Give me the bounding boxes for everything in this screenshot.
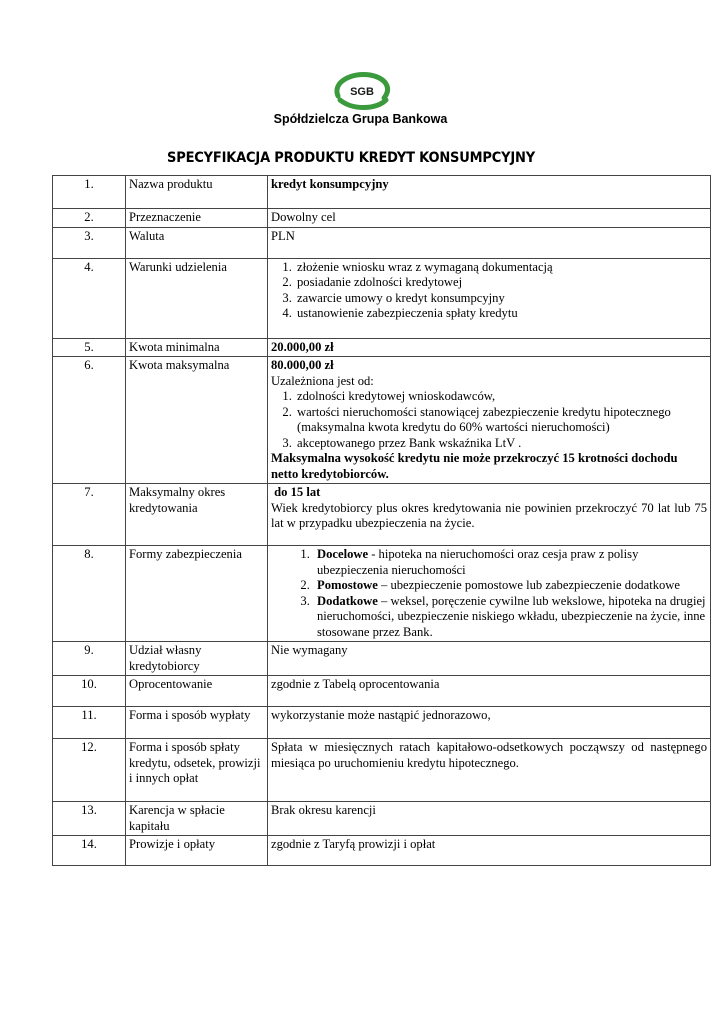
row-label: Nazwa produktu bbox=[126, 176, 268, 209]
table-row bbox=[53, 227, 711, 258]
row-value: zgodnie z Taryfą prowizji i opłat bbox=[268, 836, 711, 866]
table-row bbox=[53, 258, 711, 338]
row-label: Oprocentowanie bbox=[126, 676, 268, 707]
row-label: Forma i sposób wypłaty bbox=[126, 707, 268, 739]
row-number: 10. bbox=[53, 676, 126, 707]
row-number: 13. bbox=[53, 802, 126, 836]
row-label: Kwota maksymalna bbox=[126, 357, 268, 484]
table-row bbox=[53, 676, 711, 707]
row-label: Kwota minimalna bbox=[126, 338, 268, 357]
row-value bbox=[268, 357, 711, 484]
row-value bbox=[268, 258, 711, 338]
row-label: Forma i sposób spłaty kredytu, odsetek, prowizji i innych opłat bbox=[126, 739, 268, 802]
list-item: 1. Docelowe - hipoteka na nieruchomości oraz cesja praw z polisy ubezpieczenia nieruchomości bbox=[313, 547, 707, 578]
row-number: 3. bbox=[53, 227, 126, 258]
table-row bbox=[53, 642, 711, 676]
dependency-intro: Uzależniona jest od: bbox=[271, 373, 374, 388]
table-row bbox=[53, 546, 711, 642]
row-number: 6. bbox=[53, 357, 126, 484]
row-value: wykorzystanie może nastąpić jednorazowo, bbox=[268, 707, 711, 739]
list-item: 2. wartości nieruchomości stanowiącej zabezpieczenie kredytu hipotecznego (maksymalna kwota kredytu do 60% wartości nieruchomości) bbox=[295, 405, 707, 436]
row-label: Warunki udzielenia bbox=[126, 258, 268, 338]
list-item: 4. ustanowienie zabezpieczenia spłaty kredytu bbox=[295, 306, 707, 322]
table-row bbox=[53, 209, 711, 228]
age-condition: Wiek kredytobiorcy plus okres kredytowania nie powinien przekroczyć 70 lat lub 75 lat w przypadku ubezpieczenia na życie. bbox=[271, 500, 707, 530]
logo-text: SGB bbox=[350, 86, 374, 98]
table-row bbox=[53, 176, 711, 209]
row-number: 12. bbox=[53, 739, 126, 802]
table-row bbox=[53, 836, 711, 866]
row-value: Spłata w miesięcznych ratach kapitałowo-odsetkowych począwszy od następnego miesiąca po uruchomieniu kredytu hipotecznego. bbox=[268, 739, 711, 802]
conditions-list bbox=[271, 260, 707, 322]
row-value bbox=[268, 484, 711, 546]
table-row bbox=[53, 802, 711, 836]
list-item: 3. Dodatkowe – weksel, poręczenie cywilne lub wekslowe, hipoteka na drugiej nieruchomości, ubezpieczenie niskiego wkładu, ubezpieczenie na życie, inne stosowane przez Bank. bbox=[313, 594, 707, 641]
row-number: 14. bbox=[53, 836, 126, 866]
row-value: Nie wymagany bbox=[268, 642, 711, 676]
row-label: Karencja w spłacie kapitału bbox=[126, 802, 268, 836]
row-number: 1. bbox=[53, 176, 126, 209]
row-label: Udział własny kredytobiorcy bbox=[126, 642, 268, 676]
row-number: 4. bbox=[53, 258, 126, 338]
sgb-logo bbox=[330, 70, 394, 112]
row-label: Maksymalny okres kredytowania bbox=[126, 484, 268, 546]
row-label: Przeznaczenie bbox=[126, 209, 268, 228]
list-item: 2. Pomostowe – ubezpieczenie pomostowe lub zabezpieczenie dodatkowe bbox=[313, 578, 707, 594]
table-row bbox=[53, 739, 711, 802]
max-amount-note: Maksymalna wysokość kredytu nie może przekroczyć 15 krotności dochodu netto kredytobiorców. bbox=[271, 451, 678, 481]
row-label: Waluta bbox=[126, 227, 268, 258]
table-row bbox=[53, 484, 711, 546]
table-row bbox=[53, 707, 711, 739]
max-amount: 80.000,00 zł bbox=[271, 358, 334, 372]
security-list bbox=[271, 547, 707, 640]
row-value: 20.000,00 zł bbox=[268, 338, 711, 357]
row-value: Dowolny cel bbox=[268, 209, 711, 228]
dependency-list bbox=[271, 389, 707, 451]
row-value: kredyt konsumpcyjny bbox=[268, 176, 711, 209]
list-item: 2. posiadanie zdolności kredytowej bbox=[295, 275, 707, 291]
row-number: 2. bbox=[53, 209, 126, 228]
max-period: do 15 lat bbox=[271, 485, 321, 499]
row-value: zgodnie z Tabelą oprocentowania bbox=[268, 676, 711, 707]
row-number: 7. bbox=[53, 484, 126, 546]
table-row bbox=[53, 357, 711, 484]
row-label: Formy zabezpieczenia bbox=[126, 546, 268, 642]
list-item: 3. akceptowanego przez Bank wskaźnika LtV . bbox=[295, 436, 707, 452]
row-number: 9. bbox=[53, 642, 126, 676]
list-item: 1. złożenie wniosku wraz z wymaganą dokumentacją bbox=[295, 260, 707, 276]
specification-table bbox=[52, 175, 711, 866]
row-value bbox=[268, 546, 711, 642]
row-number: 8. bbox=[53, 546, 126, 642]
list-item: 1. zdolności kredytowej wnioskodawców, bbox=[295, 389, 707, 405]
bank-name: Spółdzielcza Grupa Bankowa bbox=[273, 112, 448, 126]
table-row bbox=[53, 338, 711, 357]
row-value: Brak okresu karencji bbox=[268, 802, 711, 836]
row-value: PLN bbox=[268, 227, 711, 258]
row-label: Prowizje i opłaty bbox=[126, 836, 268, 866]
row-number: 5. bbox=[53, 338, 126, 357]
list-item: 3. zawarcie umowy o kredyt konsumpcyjny bbox=[295, 291, 707, 307]
document-title: SPECYFIKACJA PRODUKTU KREDYT KONSUMPCYJNY bbox=[167, 150, 535, 166]
row-number: 11. bbox=[53, 707, 126, 739]
